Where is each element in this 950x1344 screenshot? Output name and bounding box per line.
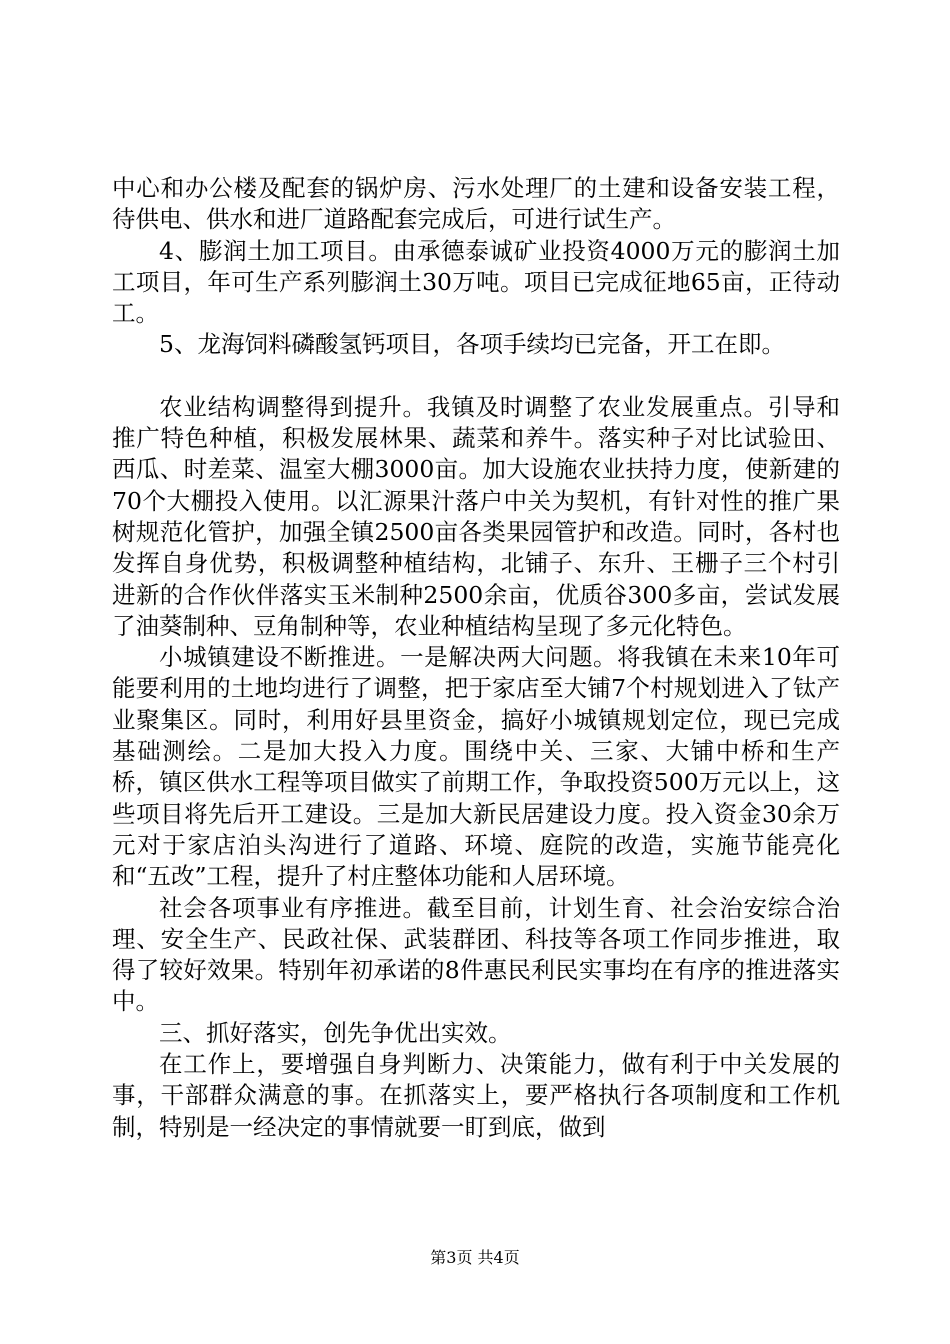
paragraph-work-requirements: 在工作上，要增强自身判断力、决策能力，做有利于中关发展的事，干部群众满意的事。在抓落实上，要严格执行各项制度和工作机制，特别是一经决定的事情就要一盯到底，做到 [112,1050,840,1141]
paragraph-social-affairs: 社会各项事业有序推进。截至目前，计划生育、社会治安综合治理、安全生产、民政社保、武装群团、科技等各项工作同步推进，取得了较好效果。特别年初承诺的8件惠民利民实事均在有序的推进落实中。 [112,893,840,1016]
paragraph-agriculture: 农业结构调整得到提升。我镇及时调整了农业发展重点。引导和推广特色种植，积极发展林果、蔬菜和养牛。落实种子对比试验田、西瓜、时差菜、温室大棚3000亩。加大设施农业扶持力度，使新建的70个大棚投入使用。以汇源果汁落户中关为契机，有针对性的推广果树规范化管护，加强全镇2500亩各类果园管护和改造。同时，各村也发挥自身优势，积极调整种植结构，北铺子、东升、王栅子三个村引进新的合作伙伴落实玉米制种2500余亩，优质谷300多亩，尝试发展了油葵制种、豆角制种等，农业种植结构呈现了多元化特色。 [112,392,840,640]
paragraph-project-continuation: 中心和办公楼及配套的锅炉房、污水处理厂的土建和设备安装工程，待供电、供水和进厂道路配套完成后，可进行试生产。 [112,174,840,234]
page-number-footer: 第3页 共4页 [430,1248,520,1267]
paragraph-bentonite-project: 4、膨润土加工项目。由承德泰诚矿业投资4000万元的膨润土加工项目，年可生产系列膨润土30万吨。项目已完成征地65亩，正待动工。 [112,236,840,328]
document-body [112,173,840,1143]
section-heading-implementation: 三、抓好落实，创先争优出实效。 [159,1018,512,1047]
paragraph-longhai-project: 5、龙海饲料磷酸氢钙项目，各项手续均已完备，开工在即。 [159,330,785,359]
paragraph-spacer [112,361,840,392]
paragraph-town-construction: 小城镇建设不断推进。一是解决两大问题。将我镇在未来10年可能要利用的土地均进行了调整，把于家店至大铺7个村规划进入了钛产业聚集区。同时，利用好县里资金，搞好小城镇规划定位，现已完成基础测绘。二是加大投入力度。围绕中关、三家、大铺中桥和生产桥，镇区供水工程等项目做实了前期工作，争取投资500万元以上，这些项目将先后开工建设。三是加大新民居建设力度。投入资金30余万元对于家店泊头沟进行了道路、环境、庭院的改造，实施节能亮化和“五改”工程，提升了村庄整体功能和人居环境。 [112,643,840,891]
